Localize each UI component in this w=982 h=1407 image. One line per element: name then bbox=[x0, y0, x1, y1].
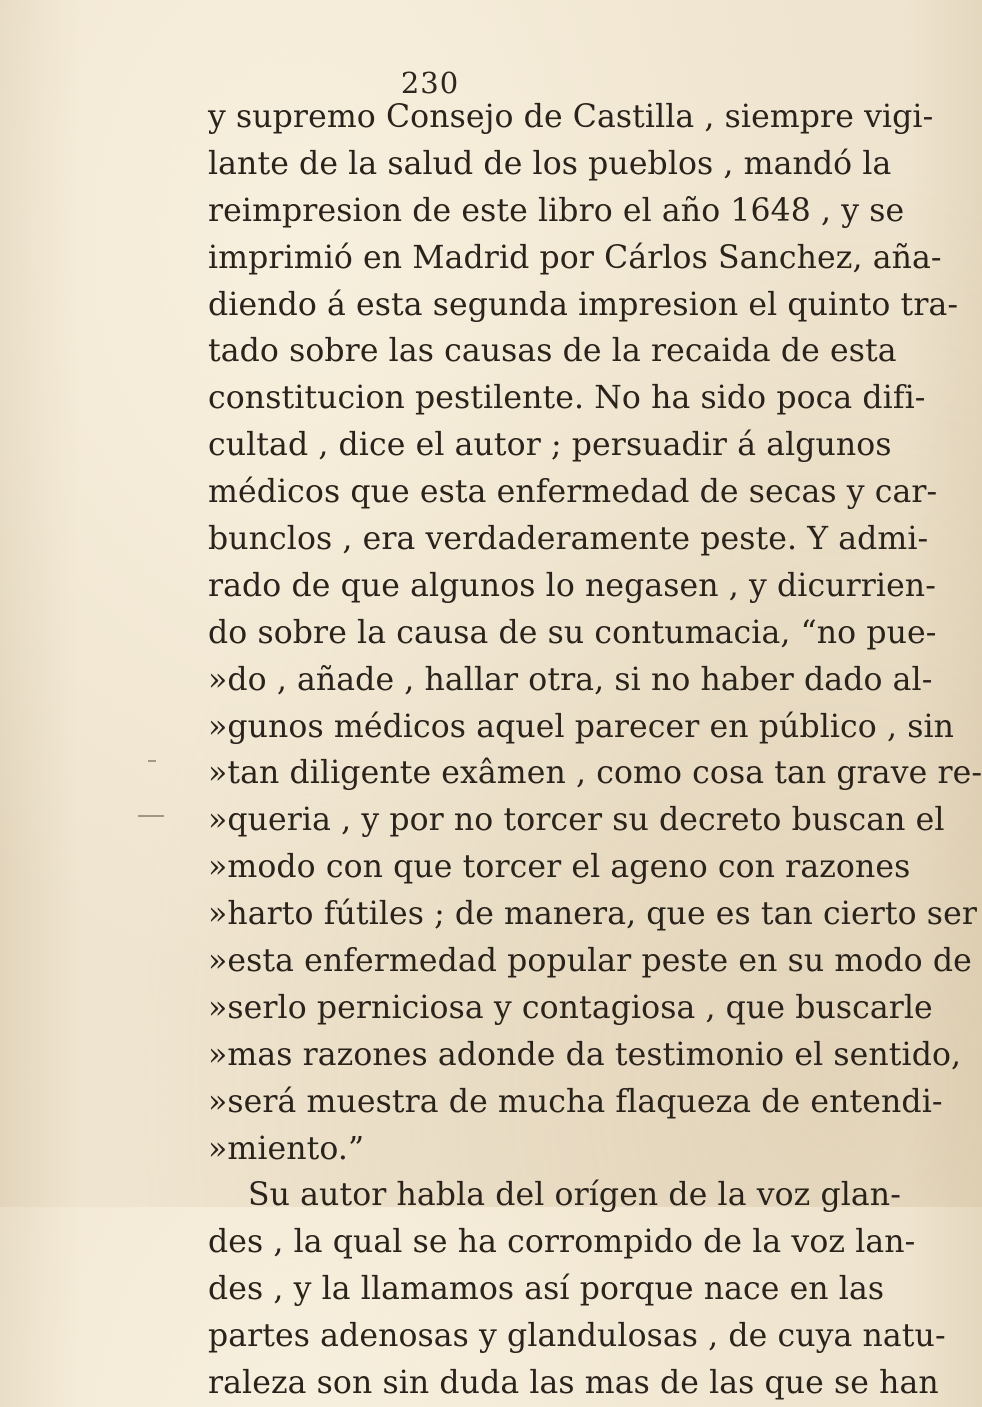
text-line: »mas razones adonde da testimonio el sentido, bbox=[208, 1036, 962, 1073]
text-line: tado sobre las causas de la recaida de esta bbox=[208, 333, 897, 370]
text-line: »gunos médicos aquel parecer en público , sin bbox=[208, 708, 955, 745]
margin-ink-dot bbox=[148, 760, 156, 762]
text-line: constitucion pestilente. No ha sido poca difi- bbox=[208, 380, 926, 417]
text-line: »harto fútiles ; de manera, que es tan cierto ser bbox=[208, 896, 977, 933]
text-line: »do , añade , hallar otra, si no haber dado al- bbox=[208, 661, 933, 698]
text-line: bunclos , era verdaderamente peste. Y admi- bbox=[208, 521, 929, 558]
page-number: 230 bbox=[400, 66, 460, 100]
paragraph-start-line: Su autor habla del orígen de la voz glan- bbox=[248, 1177, 901, 1214]
text-line: des , y la llamamos así porque nace en las bbox=[208, 1271, 885, 1308]
text-line: médicos que esta enfermedad de secas y car- bbox=[208, 474, 938, 511]
text-line: diendo á esta segunda impresion el quinto tra- bbox=[208, 286, 959, 323]
text-line: »modo con que torcer el ageno con razones bbox=[208, 849, 911, 886]
text-line: imprimió en Madrid por Cárlos Sanchez, aña- bbox=[208, 239, 942, 276]
body-text bbox=[208, 94, 982, 1407]
text-line: »tan diligente exâmen , como cosa tan grave re- bbox=[208, 755, 982, 792]
text-line: »queria , y por no torcer su decreto buscan el bbox=[208, 802, 945, 839]
text-line: partes adenosas y glandulosas , de cuya natu- bbox=[208, 1318, 946, 1355]
text-line: »será muestra de mucha flaqueza de entendi- bbox=[208, 1083, 943, 1120]
text-line: y supremo Consejo de Castilla , siempre vigi- bbox=[208, 99, 934, 135]
text-line: do sobre la causa de su contumacia, “no pue- bbox=[208, 614, 937, 651]
text-line: reimpresion de este libro el año 1648 , y se bbox=[208, 192, 905, 229]
text-line: »miento.” bbox=[208, 1130, 365, 1167]
text-line: »esta enfermedad popular peste en su modo de bbox=[208, 943, 972, 980]
text-line: des , la qual se ha corrompido de la voz lan- bbox=[208, 1224, 916, 1261]
text-line: cultad , dice el autor ; persuadir á algunos bbox=[208, 427, 892, 464]
text-line: lante de la salud de los pueblos , mandó la bbox=[208, 145, 892, 182]
text-line: »serlo perniciosa y contagiosa , que buscarle bbox=[208, 989, 933, 1026]
text-line: raleza son sin duda las mas de las que se han bbox=[208, 1365, 939, 1402]
margin-ink-mark bbox=[138, 815, 164, 817]
text-line: rado de que algunos lo negasen , y dicurrien- bbox=[208, 567, 936, 604]
